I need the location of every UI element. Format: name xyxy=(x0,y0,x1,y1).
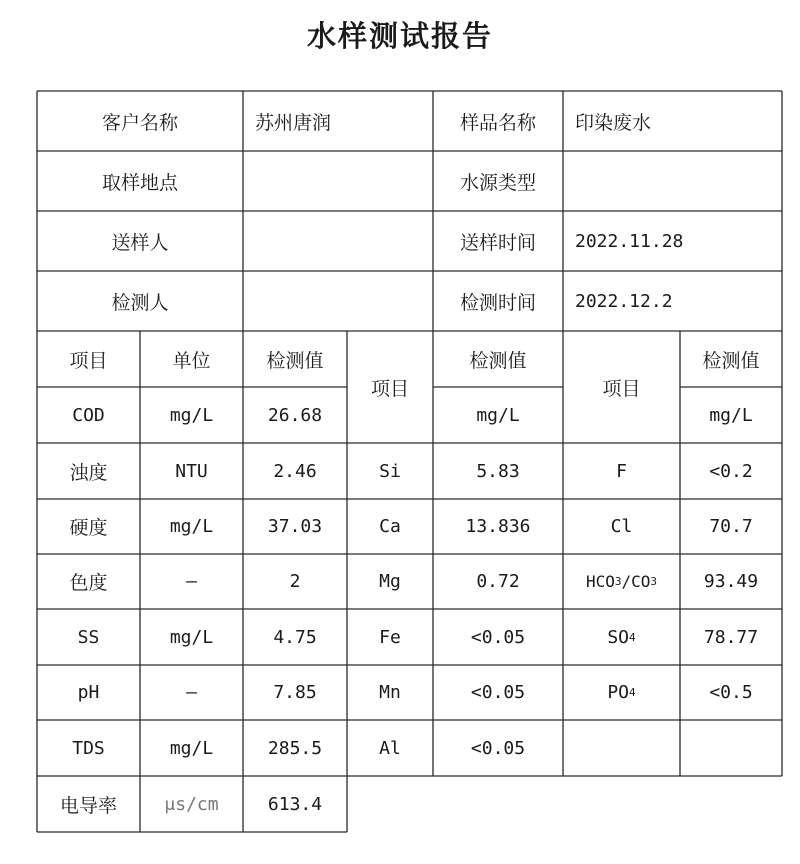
row-value-3: 70.7 xyxy=(709,516,753,537)
row-value: 37.03 xyxy=(267,516,323,537)
header-unit-2: mg/L xyxy=(476,404,520,426)
row-unit: μs/cm xyxy=(164,793,219,815)
row-value-2: <0.05 xyxy=(470,682,526,703)
water-source-label: 水源类型 xyxy=(459,171,536,194)
formula-subscript: 4 xyxy=(629,686,636,699)
row-unit: mg/L xyxy=(169,516,214,537)
customer-name-label: 客户名称 xyxy=(101,111,178,134)
sample-name-value: 印染废水 xyxy=(575,111,652,134)
formula-subscript: 3 xyxy=(614,575,622,588)
sampling-location-label: 取样地点 xyxy=(101,171,178,194)
row-item-2: Ca xyxy=(379,516,401,537)
row-item: pH xyxy=(77,682,100,703)
row-item-2: Mg xyxy=(379,571,401,592)
formula-part: SO xyxy=(607,626,630,648)
row-item: 电导率 xyxy=(59,794,117,817)
row-unit: mg/L xyxy=(169,404,214,426)
customer-name-value: 苏州唐润 xyxy=(255,111,332,134)
report-title: 水样测试报告 xyxy=(306,19,493,53)
row-value: 7.85 xyxy=(273,682,317,703)
formula-part: /CO xyxy=(621,572,651,591)
row-item: 浊度 xyxy=(69,461,108,484)
row-unit: mg/L xyxy=(169,737,214,759)
row-value-3: 93.49 xyxy=(703,571,759,592)
row-value: 26.68 xyxy=(267,404,323,426)
send-time-value: 2022.11.28 xyxy=(575,230,684,252)
row-item: SS xyxy=(77,626,100,648)
tester-value xyxy=(243,271,433,331)
sender-label: 送样人 xyxy=(111,231,169,254)
row-item-2: Si xyxy=(379,460,401,482)
header-item-2: 项目 xyxy=(370,377,409,400)
row-value: 285.5 xyxy=(267,737,323,759)
formula-part: PO xyxy=(607,682,630,703)
row-value-2: <0.05 xyxy=(470,737,526,759)
row-value: 2 xyxy=(289,571,301,592)
header-item: 项目 xyxy=(69,349,108,372)
row-item-2: Mn xyxy=(379,682,401,703)
water-source-value xyxy=(563,151,782,211)
row-value: 2.46 xyxy=(273,460,317,482)
header-value-2: 检测值 xyxy=(469,349,527,372)
row-unit: — xyxy=(186,682,197,703)
row-unit: NTU xyxy=(175,460,208,482)
test-time-label: 检测时间 xyxy=(459,291,536,314)
row-item: COD xyxy=(72,404,105,426)
tester-label: 检测人 xyxy=(111,291,169,314)
row-value: 613.4 xyxy=(267,793,323,815)
send-time-label: 送样时间 xyxy=(459,231,536,254)
header-value: 检测值 xyxy=(266,349,324,372)
row-unit: — xyxy=(186,571,197,592)
row-item-3: F xyxy=(616,460,627,482)
row-unit: mg/L xyxy=(169,626,214,648)
sender-value xyxy=(243,211,433,271)
sample-name-label: 样品名称 xyxy=(459,111,536,134)
row-value-2: <0.05 xyxy=(470,626,526,648)
header-value-3: 检测值 xyxy=(702,349,760,372)
sampling-location-value xyxy=(243,151,433,211)
row-value: 4.75 xyxy=(273,626,317,648)
formula-subscript: 4 xyxy=(629,630,636,644)
formula-part: HCO xyxy=(585,572,615,591)
row-value-2: 5.83 xyxy=(476,460,520,482)
row-value-2: 0.72 xyxy=(476,571,520,592)
row-item-3 xyxy=(563,554,680,609)
row-item-3: Cl xyxy=(610,516,633,537)
row-value-3: <0.5 xyxy=(709,682,753,703)
row-item: TDS xyxy=(72,737,105,759)
row-item-2: Al xyxy=(379,737,401,759)
row-value-2: 13.836 xyxy=(465,516,531,537)
row-item: 硬度 xyxy=(69,517,108,539)
row-value-3: 78.77 xyxy=(703,626,759,648)
formula-subscript: 3 xyxy=(650,575,658,588)
row-item-3 xyxy=(563,609,680,665)
test-time-value: 2022.12.2 xyxy=(575,290,673,312)
row-item: 色度 xyxy=(69,572,108,594)
header-item-3: 项目 xyxy=(602,377,641,400)
row-item-3 xyxy=(563,665,680,720)
header-unit: 单位 xyxy=(172,349,211,372)
row-item-2: Fe xyxy=(379,626,401,648)
row-value-3: <0.2 xyxy=(709,460,753,482)
header-unit-3: mg/L xyxy=(709,404,753,426)
